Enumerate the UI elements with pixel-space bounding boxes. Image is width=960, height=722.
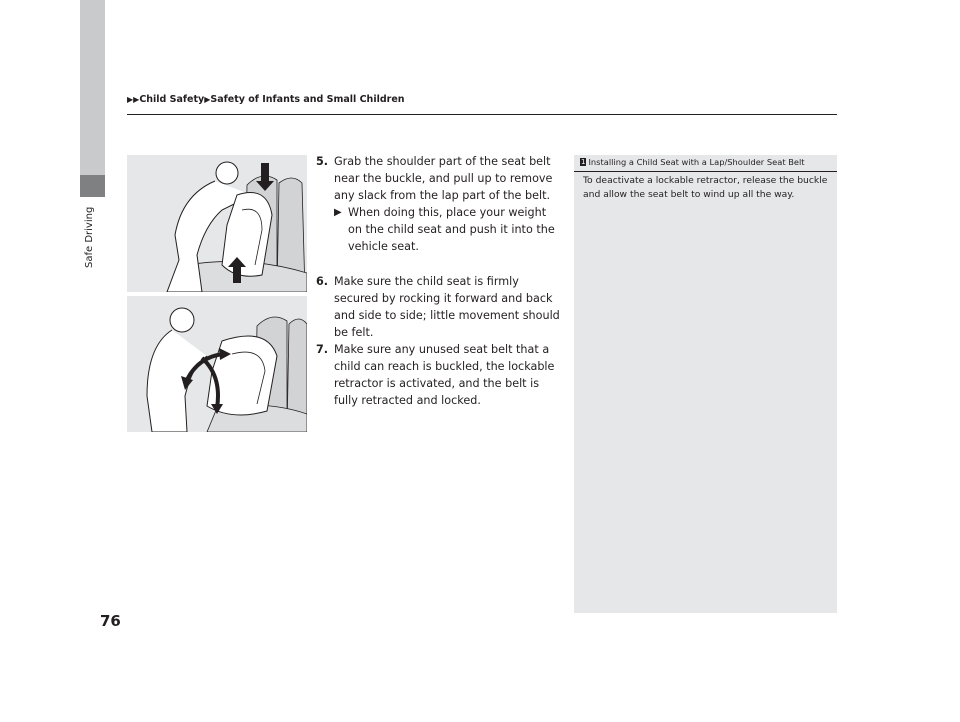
step-5-note (316, 204, 560, 255)
breadcrumb-arrow-icon: ▶ (204, 95, 211, 104)
step-7 (316, 341, 560, 409)
step-number: 6. (316, 275, 329, 288)
sidebar-title (580, 157, 805, 167)
sidebar-note (574, 155, 837, 613)
side-tab-strip (80, 0, 105, 175)
note-arrow-icon: ▶ (334, 207, 342, 218)
step-5 (316, 153, 560, 204)
section-label: Safe Driving (84, 206, 95, 268)
illustration-pull-belt (127, 155, 307, 292)
sidebar-title-text: Installing a Child Seat with a Lap/Shoulder Seat Belt (588, 157, 805, 167)
step-number: 7. (316, 343, 329, 356)
breadcrumb-item: Safety of Infants and Small Children (210, 94, 405, 105)
step-6 (316, 273, 560, 341)
illustration-rock-seat (127, 296, 307, 432)
step-text: Make sure any unused seat belt that a child can reach is buckled, the lockable retractor is activated, and the belt is fully retracted and locked. (334, 343, 555, 407)
breadcrumb-arrow-icon: ▶▶ (127, 95, 140, 104)
breadcrumb (127, 94, 405, 105)
sidebar-index: 1 (581, 158, 586, 166)
sidebar-rule (574, 171, 837, 172)
step-number: 5. (316, 155, 329, 168)
step-text: Make sure the child seat is firmly secured by rocking it forward and back and side to side; little movement should be felt. (334, 275, 560, 339)
note-text: When doing this, place your weight on the child seat and push it into the vehicle seat. (348, 206, 555, 253)
sidebar-text: To deactivate a lockable retractor, release the buckle and allow the seat belt to wind up all the way. (583, 175, 828, 200)
side-tab-marker (80, 175, 105, 197)
step-text: Grab the shoulder part of the seat belt near the buckle, and pull up to remove any slack from the lap part of the belt. (334, 155, 553, 202)
instruction-steps (316, 153, 560, 409)
page-number: 76 (100, 612, 121, 630)
breadcrumb-item: Child Safety (139, 94, 205, 105)
header-rule (127, 114, 837, 115)
